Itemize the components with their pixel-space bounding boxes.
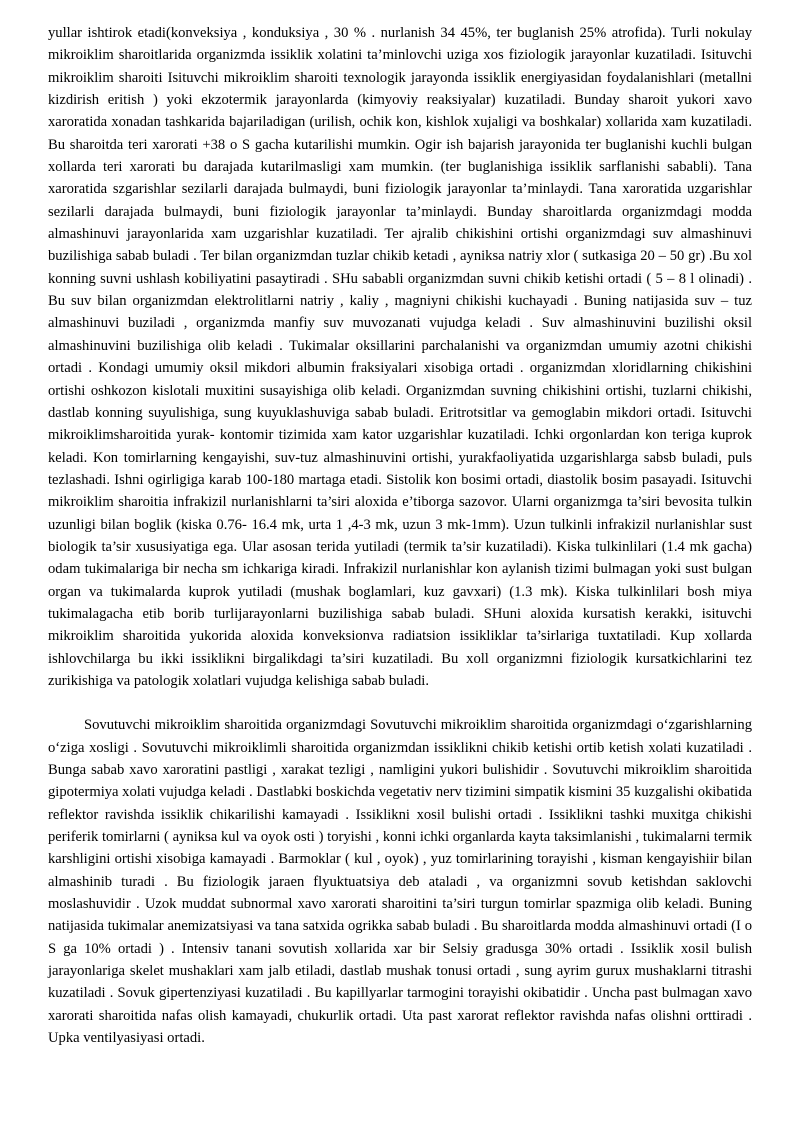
body-paragraph-2: Sovutuvchi mikroiklim sharoitida organizmdagi Sovutuvchi mikroiklim sharoitida organizmdagi o‘zgarishlarning o‘ziga xosligi . Sovutuvchi mikroiklimli sharoitida organizmdan issiklikni chikib ketishi ortib ketish xolati kuzatiladi . Bunga sabab xavo xaroratini pastligi , xarakat tezligi , namligini yukori bulishidir . Sovutuvchi mikroiklim sharoitida gipotermiya xolati vujudga keladi . Dastlabki boskichda vegetativ nerv tizimini simpatik kismini 35 kuzgalishi okibatida reflektor ravishda issiklik chikarilishi kamayadi . Issiklikni xosil bulishi ortadi . Issiklikni tashki muxitga chikishi periferik tomirlarni ( ayniksa kul va oyok osti ) toryishi , konni ichki organlarda kayta taksimlanishi , tukimalarni termik karshligini ortishi xisobiga kamayadi . Barmoklar ( kul , oyok) , yuz tomirlarining torayishi , kisman kengayishiir bilan almashinib turadi . Bu fiziologik jaraen flyuktuatsiya deb ataladi , va organizmni sovub ketishdan saklovchi moslashuvidir . Uzok muddat subnormal xavo xarorati sharoitini ta’siri turgun tomirlar spazmiga olib keladi. Buning natijasida tukimalar anemizatsiyasi va tana satxida ogrikka sabab buladi . Bu sharoitlarda modda almashinuvi ortadi (I o S ga 10% ortadi ) . Intensiv tanani sovutish xollarida xar bir Selsiy gradusga 30% ortadi . Issiklik xosil bulish jarayonlariga skelet mushaklari xam jalb etiladi, dastlab mushak tonusi ortadi , sung ayrim gurux mushaklarni titrashi kuzatiladi . Sovuk gipertenziyasi kuzatiladi . Bu kapillyarlar tarmogini torayishi okibatidir . Uncha past bulmagan xavo xarorati sharoitida nafas olish kamayadi, chukurlik ortadi. Uta past xarorat reflektor ravishda nafas olishni orttiradi . Upka ventilyasiyasi ortadi. <box>48 717 753 1047</box>
body-paragraph-1: yullar ishtirok etadi(konveksiya , konduksiya , 30 % . nurlanish 34 45%, ter buglanish 25% atrofida). Turli nokulay mikroiklim sharoitlarida organizmda issiklik xolatini ta’minlovchi uziga xos fiziologik jarayonlar kuzatiladi. Isituvchi mikroiklim sharoiti Isituvchi mikroiklim sharoiti texnologik jarayonda issiklik energiyasidan foydalanishlari (metallni kizdirish eritish ) yoki ekzotermik jarayonlarda (kimyoviy reaksiyalar) kuzatiladi. Bunday sharoit yukori xavo xaroratida xonadan tashkarida bajariladigan (urilish, ochik kon, kishlok xujaligi va boshkalar) xollarida xam kuzatiladi. Bu sharoitda teri xarorati +38 o S gacha kutarilishi mumkin. Ogir ish bajarish jarayonida ter buglanishi kuchli bulgan xollarda teri xarorati bu darajada kutarilmasligi xam mumkin. (ter buglanishiga issiklik sarflanishi sababli). Tana xaroratida szgarishlar sezilarli darajada bulmaydi, buni fiziologik jarayonlar ta’minlaydi. Tana xaroratida uzgarishlar sezilarli darajada bulmaydi, buni fiziologik jarayonlar ta’minlaydi. Bunday sharoitlarda organizmdagi modda almashinuvi jarayonlarida xam uzgarishlar kuzatiladi. Ter ajralib chikishini ortishi organizmdagi suv almashinuvi buzilishiga sabab buladi . Ter bilan organizmdan tuzlar chikib ketadi , ayniksa natriy xlor ( sutkasiga 20 – 50 gr) .Bu xol konning suvni ushlash kobiliyatini pasaytiradi . SHu sababli organizmdan suvni chikib ketishi ortadi ( 5 – 8 l olinadi) . Bu suv bilan organizmdan elektrolitlarni natriy , kaliy , magniyni chikishi kuchayadi . Buning natijasida suv – tuz almashinuvi buziladi , organizmda manfiy suv muvozanati vujudga keladi . Suv almashinuvini buzilishi oksil almashinuvini buzilishiga olib keladi . Tukimalar oksillarini parchalanishi va organizmdan umumiy azotni chikishi ortadi . Kondagi umumiy oksil mikdori albumin fraksiyalari xisobiga ortadi . organizmdan xloridlarning chikishini ortishi oshkozon kislotali muxitini susayishiga olib keladi. Organizmdan suvning chikishini ortishi, tuzlarni chikishi, dastlab konning suyulishiga, sung kuyuklashuviga sabab buladi. Eritrotsitlar va gemoglabin mikdori ortadi. Isituvchi mikroiklimsharoitida yurak- kontomir tizimida xam kator uzgarishlar kuzatiladi. Ichki orgonlardan kon teriga kuprok keladi. Kon tomirlarning kengayishi, suv-tuz almashinuvini ortishi, yurakfaoliyatida uzgarishlarga sabsb buladi, puls tezlashadi. Ishni ogirligiga karab 100-180 martaga etadi. Sistolik kon bosimi ortadi, diastolik bosim pasayadi. Isituvchi mikroiklim sharoitia infrakizil nurlanishlarni ta’siri aloxida e’tiborga sazovor. Ularni organizmga ta’siri bevosita tulkin uzunligi bilan boglik (kiska 0.76- 16.4 mk, urta 1 ,4-3 mk, uzun 3 mk-1mm). Uzun tulkinli infrakizil nurlanishlar sust biologik ta’sir xususiyatiga ega. Ular asosan terida yutiladi (termik ta’sir kuzatiladi). Kiska tulkinlilari (1.4 mk gacha) odam tukimalariga bir necha sm ichkariga kiradi. Infrakizil nurlanishlar kon aylanish tizimi bulmagan yoki sust bulgan organ va tukimalarda kuprok yutiladi (mushak boglamlari, kuz gavxari) (1.3 mk). Kiska tulkinlilari bosh miya tukimalagacha etib borib turlijarayonlarni buzilishiga sabab buladi. SHuni aloxida kursatish kerakki, isituvchi mikroiklim sharoitida yukorida aloxida konveksionva radiatsion issikliklar ta’sirlariga tuxtatiladi. Kup xollarda ishlovchilarga bu ikki issiklikni birgalikdagi ta’siri kuzatiladi. Bu xoll organizmni fiziologik kursatkichlarini tez zurikishiga va patologik xolatlari vujudga kelishiga sabab buladi. <box>48 25 752 689</box>
document-page <box>48 22 752 1049</box>
